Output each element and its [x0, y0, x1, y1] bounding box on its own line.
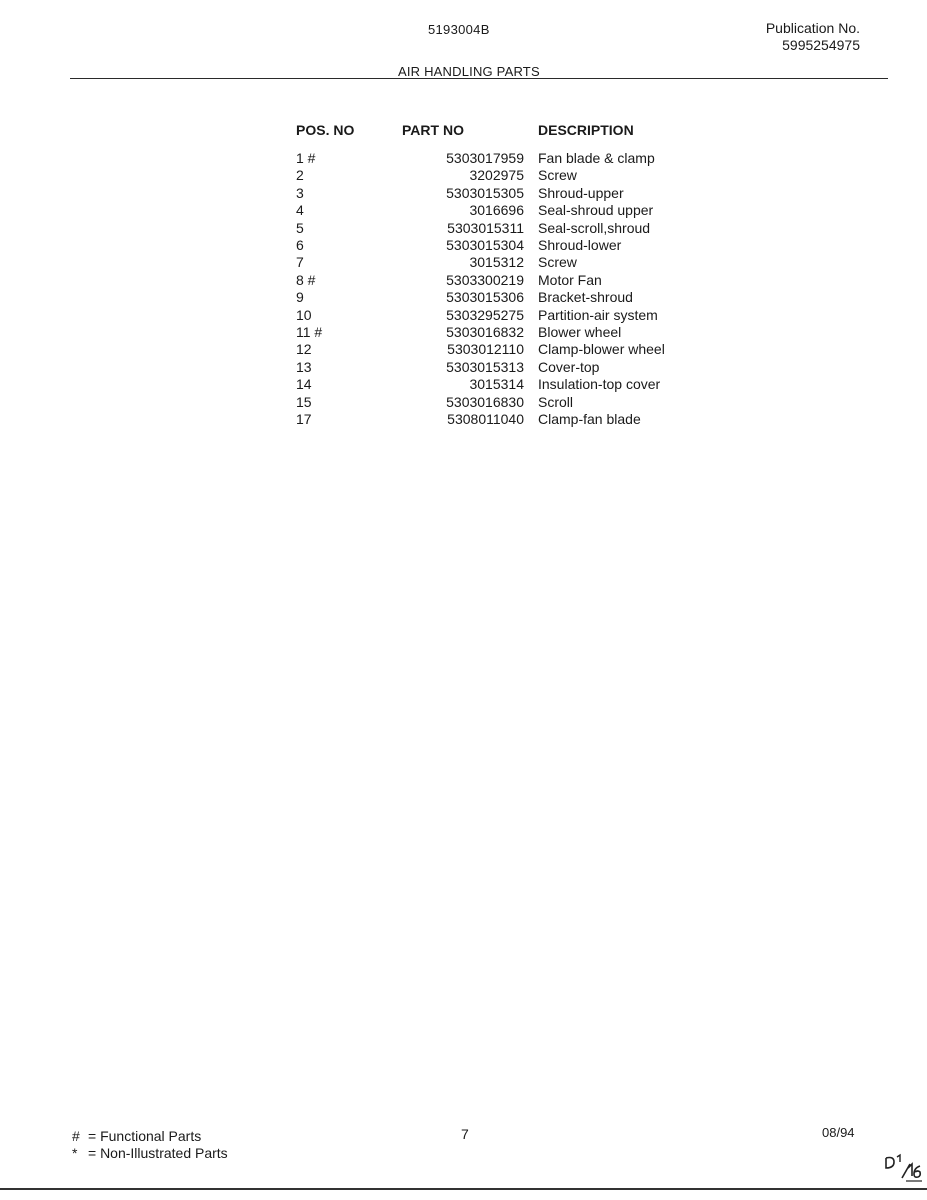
part-number-cell: 5303300219 — [446, 271, 524, 288]
part-number-cell: 5308011040 — [447, 411, 524, 428]
part-number-cell: 3202975 — [469, 167, 524, 184]
table-row — [296, 272, 738, 289]
part-number-cell: 5303015304 — [446, 237, 524, 254]
part-number-cell: 5303012110 — [447, 341, 524, 358]
legend-text: = Functional Parts — [88, 1128, 202, 1144]
pos-cell: 1 # — [296, 150, 316, 166]
pos-cell: 13 — [296, 358, 312, 375]
pos-cell: 5 — [296, 219, 304, 236]
description-cell: Partition-air system — [538, 306, 658, 323]
legend-item-functional — [72, 1128, 228, 1145]
description-cell: Insulation-top cover — [538, 376, 661, 393]
pos-cell: 3 — [296, 184, 304, 201]
handwritten-note-mark — [880, 1148, 924, 1184]
legend-symbol: # — [72, 1128, 80, 1144]
table-row — [296, 289, 738, 306]
model-number: 5193004B — [428, 22, 490, 37]
description-cell: Screw — [538, 254, 577, 271]
part-number-cell: 3016696 — [469, 202, 524, 219]
description-cell: Shroud-upper — [538, 184, 624, 201]
description-cell: Motor Fan — [538, 271, 602, 288]
legend-symbol: * — [72, 1145, 78, 1161]
table-row — [296, 411, 738, 428]
section-title: AIR HANDLING PARTS — [398, 64, 540, 79]
publication-number: 5995254975 — [782, 37, 860, 53]
table-row — [296, 202, 738, 219]
table-row — [296, 167, 738, 184]
table-row — [296, 341, 738, 358]
pos-cell: 11 # — [296, 324, 323, 341]
pos-cell: 9 — [296, 289, 304, 306]
part-number-cell: 5303016832 — [446, 324, 524, 341]
description-cell: Fan blade & clamp — [538, 150, 655, 166]
description-cell: Clamp-fan blade — [538, 411, 641, 428]
part-number-cell: 5303295275 — [446, 306, 524, 323]
pos-cell: 15 — [296, 393, 312, 410]
header-divider — [70, 78, 888, 79]
table-row — [296, 324, 738, 341]
table-row — [296, 376, 738, 393]
part-number-cell: 5303015305 — [446, 184, 524, 201]
revision-date: 08/94 — [822, 1125, 855, 1140]
pos-cell: 4 — [296, 202, 304, 219]
description-cell: Clamp-blower wheel — [538, 341, 665, 358]
description-cell: Screw — [538, 167, 577, 184]
pos-cell: 14 — [296, 376, 312, 393]
parts-table-body — [296, 150, 738, 429]
pos-cell: 10 — [296, 306, 312, 323]
pos-cell: 17 — [296, 411, 312, 428]
page-number: 7 — [461, 1126, 469, 1142]
pos-cell: 12 — [296, 341, 312, 358]
table-row — [296, 254, 738, 271]
part-number-cell: 3015314 — [469, 376, 524, 393]
description-cell: Bracket-shroud — [538, 289, 633, 306]
pos-cell: 8 # — [296, 271, 316, 288]
part-number-cell: 3015312 — [469, 254, 524, 271]
part-number-cell: 5303016830 — [446, 393, 524, 410]
legend-item-non-illustrated — [72, 1145, 228, 1162]
publication-info — [760, 20, 860, 54]
column-header-description: DESCRIPTION — [538, 122, 634, 138]
description-cell: Shroud-lower — [538, 237, 622, 254]
pos-cell: 2 — [296, 167, 304, 184]
description-cell: Cover-top — [538, 358, 600, 375]
pos-cell: 6 — [296, 237, 304, 254]
description-cell: Blower wheel — [538, 324, 622, 341]
description-cell: Seal-shroud upper — [538, 202, 654, 219]
part-number-cell: 5303015311 — [447, 219, 524, 236]
parts-table — [296, 122, 738, 429]
column-header-part: PART NO — [402, 122, 464, 138]
part-number-cell: 5303015313 — [446, 358, 524, 375]
description-cell: Seal-scroll,shroud — [538, 219, 651, 236]
table-row — [296, 359, 738, 376]
part-number-cell: 5303017959 — [446, 150, 524, 166]
part-number-cell: 5303015306 — [446, 289, 524, 306]
pos-cell: 7 — [296, 254, 304, 271]
table-row — [296, 185, 738, 202]
table-row — [296, 150, 738, 167]
publication-label: Publication No. — [765, 20, 860, 36]
table-row — [296, 307, 738, 324]
description-cell: Scroll — [538, 393, 574, 410]
legend — [72, 1128, 228, 1162]
footer-divider — [0, 1188, 927, 1190]
table-row — [296, 237, 738, 254]
table-row — [296, 394, 738, 411]
legend-text: = Non-Illustrated Parts — [88, 1145, 228, 1161]
table-row — [296, 220, 738, 237]
table-header-row — [296, 122, 738, 150]
column-header-pos: POS. NO — [296, 122, 355, 138]
